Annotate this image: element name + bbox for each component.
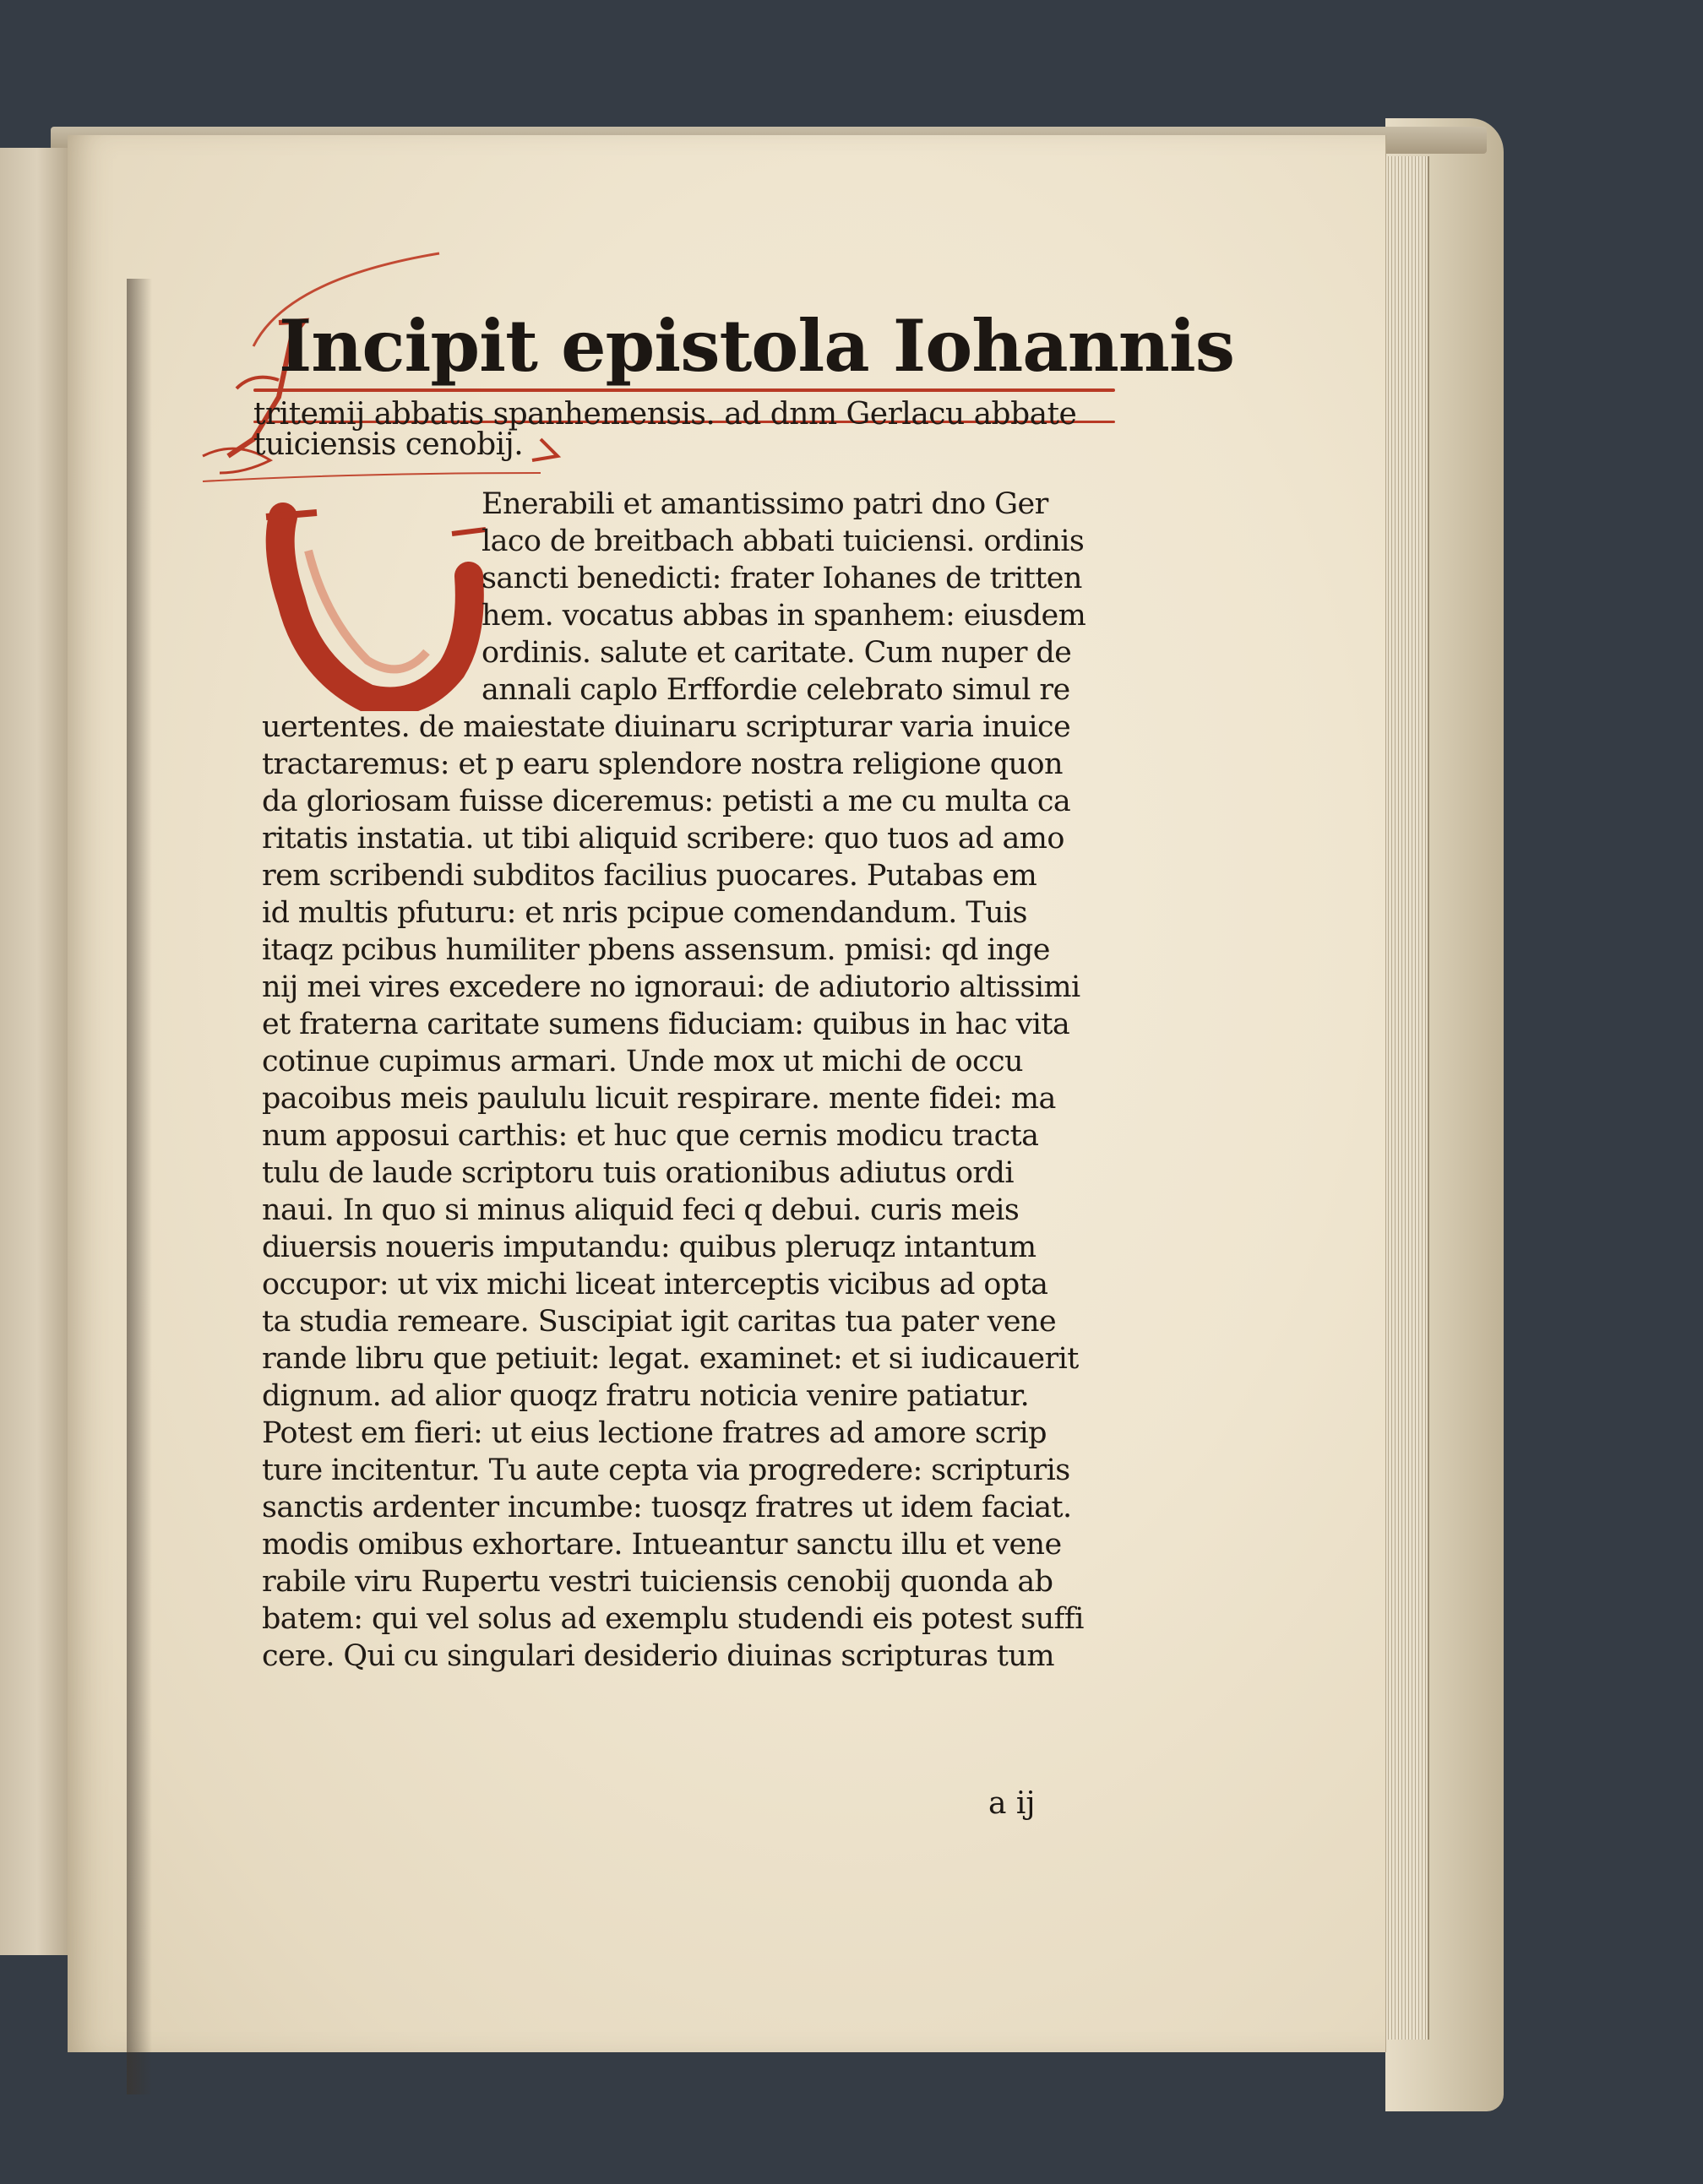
signature-mark: a ij — [988, 1786, 1036, 1821]
body-line: rande libru que petiuit: legat. examinet: et si iudicauerit — [262, 1342, 1079, 1376]
body-line: id multis pfuturu: et nris pcipue comendandum. Tuis — [262, 896, 1027, 930]
body-line: et fraterna caritate sumens fiduciam: quibus in hac vita — [262, 1008, 1070, 1041]
body-line: laco de breitbach abbati tuiciensi. ordinis — [482, 524, 1085, 558]
body-line: tulu de laude scriptoru tuis orationibus adiutus ordi — [262, 1156, 1014, 1190]
subheading-line-2: tuiciensis cenobij. — [253, 427, 524, 462]
body-line: da gloriosam fuisse diceremus: petisti a me cu multa ca — [262, 785, 1071, 818]
body-line: Potest em fieri: ut eius lectione fratres ad amore scrip — [262, 1416, 1047, 1450]
body-line: tractaremus: et p earu splendore nostra religione quon — [262, 747, 1063, 781]
decorated-initial — [258, 500, 486, 711]
body-line: cere. Qui cu singulari desiderio diuinas scripturas tum — [262, 1639, 1054, 1673]
heading-underline — [253, 388, 1115, 392]
body-line: ordinis. salute et caritate. Cum nuper de — [482, 636, 1072, 670]
body-line: annali caplo Erffordie celebrato simul re — [482, 673, 1070, 707]
body-line: pacoibus meis paululu licuit respirare. mente fidei: ma — [262, 1082, 1056, 1116]
body-line: rabile viru Rupertu vestri tuiciensis cenobij quonda ab — [262, 1565, 1053, 1599]
body-line: ture incitentur. Tu aute cepta via progredere: scripturis — [262, 1453, 1070, 1487]
body-line: diuersis noueris imputandu: quibus pleruqz intantum — [262, 1231, 1036, 1264]
subheading-line-1: tritemij abbatis spanhemensis. ad dnm Gerlacu abbate — [253, 397, 1077, 432]
body-line: occupor: ut vix michi liceat interceptis vicibus ad opta — [262, 1268, 1048, 1301]
body-line: nij mei vires excedere no ignoraui: de adiutorio altissimi — [262, 970, 1080, 1004]
body-line: rem scribendi subditos facilius puocares. Putabas em — [262, 859, 1037, 893]
body-line: naui. In quo si minus aliquid feci q debui. curis meis — [262, 1193, 1020, 1227]
body-line: hem. vocatus abbas in spanhem: eiusdem — [482, 599, 1086, 633]
body-line: sanctis ardenter incumbe: tuosqz fratres ut idem faciat. — [262, 1491, 1072, 1524]
body-line: Enerabili et amantissimo patri dno Ger — [482, 487, 1048, 521]
body-line: cotinue cupimus armari. Unde mox ut michi de occu — [262, 1045, 1023, 1078]
body-line: ta studia remeare. Suscipiat igit caritas tua pater vene — [262, 1305, 1057, 1339]
body-line: sancti benedicti: frater Iohanes de tritten — [482, 562, 1082, 595]
body-line: num apposui carthis: et huc que cernis modicu tracta — [262, 1119, 1039, 1153]
page-heading: Incipit epistola Iohannis — [279, 304, 1235, 388]
body-line: modis omibus exhortare. Intueantur sanctu illu et vene — [262, 1528, 1062, 1562]
body-line: batem: qui vel solus ad exemplu studendi eis potest suffi — [262, 1602, 1084, 1636]
body-line: itaqz pcibus humiliter pbens assensum. pmisi: qd inge — [262, 933, 1050, 967]
body-line: ritatis instatia. ut tibi aliquid scribere: quo tuos ad amo — [262, 822, 1064, 856]
body-line: dignum. ad alior quoqz fratru noticia venire patiatur. — [262, 1379, 1030, 1413]
body-line: uertentes. de maiestate diuinaru scripturar varia inuice — [262, 710, 1071, 744]
